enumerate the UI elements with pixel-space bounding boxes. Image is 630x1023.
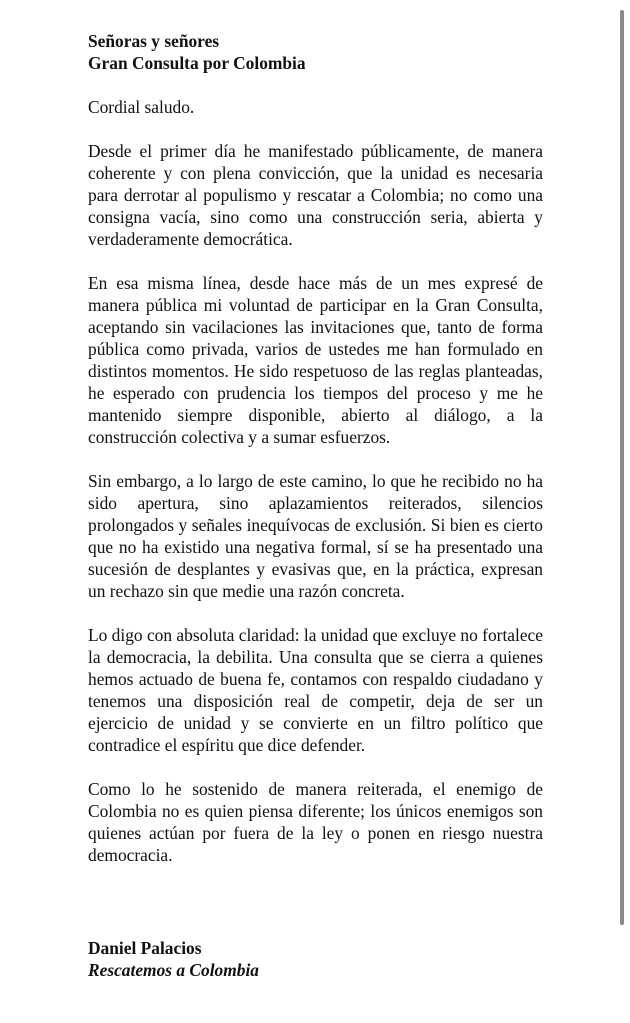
signature-block — [88, 937, 259, 981]
salutation — [88, 30, 543, 74]
vertical-scrollbar[interactable] — [620, 10, 624, 925]
letter-body — [88, 30, 543, 866]
paragraph-4: Lo digo con absoluta claridad: la unidad que excluye no fortalece la democracia, la debilita. Una consulta que se cierra a quienes hemos actuado de buena fe, contamos con respaldo ciudadano y tenemos una disposición real de competir, deja de ser un ejercicio de unidad y se convierte en un filtro político que contradice el espíritu que dice defender. — [88, 625, 543, 755]
salutation-line-1: Señoras y señores — [88, 31, 220, 51]
paragraph-3: Sin embargo, a lo largo de este camino, lo que he recibido no ha sido apertura, sino aplazamientos reiterados, silencios prolongados y señales inequívocas de exclusión. Si bien es cierto que no ha existido una negativa formal, sí se ha presentado una sucesión de desplantes y evasivas que, en la práctica, expresan un rechazo sin que medie una razón concreta. — [88, 471, 543, 601]
paragraph-5: Como lo he sostenido de manera reiterada, el enemigo de Colombia no es quien piensa diferente; los únicos enemigos son quienes actúan por fuera de la ley o ponen en riesgo nuestra democracia. — [88, 779, 543, 865]
signature-name: Daniel Palacios — [88, 938, 202, 958]
signature-organization: Rescatemos a Colombia — [88, 960, 260, 980]
paragraph-1: Desde el primer día he manifestado públicamente, de manera coherente y con plena convicción, que la unidad es necesaria para derrotar al populismo y rescatar a Colombia; no como una consigna vacía, sino como una construcción seria, abierta y verdaderamente democrática. — [88, 141, 543, 249]
salutation-line-2: Gran Consulta por Colombia — [88, 53, 306, 73]
paragraph-2: En esa misma línea, desde hace más de un mes expresé de manera pública mi voluntad de participar en la Gran Consulta, aceptando sin vacilaciones las invitaciones que, tanto de forma pública como privada, varios de ustedes me han formulado en distintos momentos. He sido respetuoso de las reglas planteadas, he esperado con prudencia los tiempos del proceso y me he mantenido siempre disponible, abierto al diálogo, a la construcción colectiva y a sumar esfuerzos. — [88, 273, 543, 447]
greeting: Cordial saludo. — [88, 97, 195, 117]
